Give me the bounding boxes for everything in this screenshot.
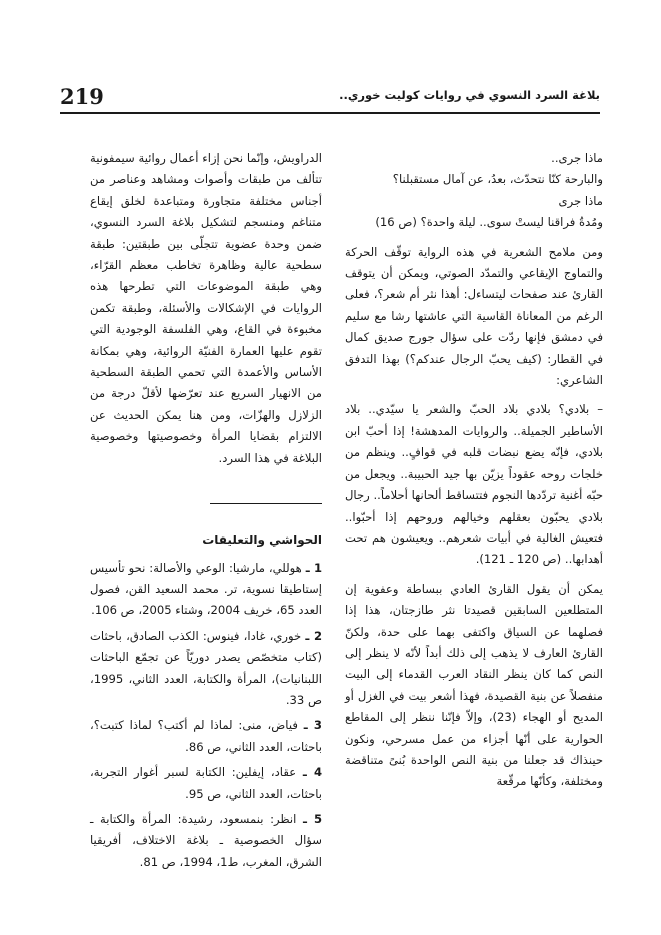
poem-line: ماذا جرى bbox=[558, 193, 603, 208]
footnote-text: انظر: بنمسعود، رشيدة: المرأة والكتابة ـ سؤال الخصوصية ـ بلاغة الاختلاف، أفريقيا الشرق، المغرب، ط1، 1994، ص 81. bbox=[90, 811, 322, 869]
footnote-number: 5 ـ bbox=[302, 811, 323, 826]
footnote-number: 2 ـ bbox=[305, 628, 323, 643]
poem-line: ماذا جرى.. bbox=[551, 151, 603, 165]
footnote-text: فياض، منى: لماذا لم أكتب؟ لماذا كتبت؟، باحثات، العدد الثاني، ص 86. bbox=[90, 718, 322, 754]
footnote bbox=[90, 715, 322, 758]
footnote-number: 3 ـ bbox=[303, 718, 322, 733]
footnote-text: هوللي، مارشيا: الوعي والأصالة: نحو تأسيس إستاطيقا نسوية، تر. محمد السعيد القن، فصول العدد 65، خريف 2004، وشتاء 2005، ص 106. bbox=[90, 560, 322, 618]
footnote-text: عقاد، إيفلين: الكتابة لسبر أغوار التجربة، باحثات، العدد الثاني، ص 95. bbox=[90, 765, 322, 801]
quoted-passage: – بلادي؟ بلادي بلاد الحبّ والشعر يا سيّدي.. بلاد الأساطير الجميلة.. والروايات المدهشة! إذا أحبّ ابن بلادي، فإنّه يضع نبضات قلبه في قوافٍ.. وينظم من خلجات روحه عقوداً يزيّن بها جيد الحبيبة.. ويجعل من حبّه أغنية تردّدها النجوم فتتساقط ألحانها أحلاماً.. رجال بلادي يحبّون بعقلهم وخيالهم وروحهم إذا أحبّوا.. فتعيش الغالية في أبيات شعرهم.. ويعيشون هم تحت أهدابها.. (ص 120 ـ 121). bbox=[345, 402, 603, 567]
page-header bbox=[60, 84, 600, 110]
footnote-text: خوري، غادا، فينوس: الكذب الصادق، باحثات (كتاب متخصّص يصدر دوريّاً عن تجمّع الباحثات اللبنانيات)، المرأة والكتابة، العدد الثاني، 1995، ص 33. bbox=[90, 628, 322, 707]
footnote bbox=[90, 809, 322, 873]
body-paragraph: الدراويش، وإنّما نحن إزاء أعمال روائية سيمفونية تتألف من طبقات وأصوات ومشاهد وعناصر من أجناس مختلفة متجاورة ومتباعدة لخلق إيقاع متناغم ومنسجم لتشكيل بلاغة السرد النسوي، ضمن وحدة عضوية تتجلّى بين طبقتين: طبقة سطحية عالية وظاهرة تخاطب معظم القرّاء، وهي طبقة الموضوعات التي تطرحها هذه الروايات في الإشكالات والأسئلة، وطبقة تكمن مخبوءة في القاع، وهي الفلسفة الوجودية التي تقوم عليها العمارة الفنيّة الروائية، وهي بمكانة الأساس والأعمدة التي تحمي الطبقة السطحية من الانهيار السريع عند تعرّضها لأقلّ درجة من الزلازل والهزّات، ومن هنا يمكن الحديث عن الالتزام بقضايا المرأة وخصوصيتها وخصوصية البلاغة في هذا السرد. bbox=[90, 151, 322, 465]
page-number: 219 bbox=[60, 84, 104, 109]
footnote bbox=[90, 558, 322, 622]
footnote-number: 1 ـ bbox=[305, 560, 323, 575]
left-column bbox=[90, 148, 322, 877]
right-column bbox=[345, 148, 603, 801]
poem-line: والبارحة كنّا نتحدّث، بعدُ، عن آمال مستقبلنا؟ bbox=[392, 172, 603, 187]
footnote bbox=[90, 762, 322, 805]
poem-line: ومُدةُ فراقنا ليستْ سوى.. ليلة واحدة؟ (ص 16) bbox=[375, 215, 603, 230]
running-title: بلاغة السرد النسوي في روايات كوليت خوري.. bbox=[339, 88, 600, 102]
footnote-number: 4 ـ bbox=[302, 765, 323, 780]
footnote bbox=[90, 626, 322, 712]
poem-excerpt bbox=[345, 148, 603, 234]
notes-title: الحواشي والتعليقات bbox=[202, 533, 322, 548]
body-paragraph: ومن ملامح الشعرية في هذه الرواية توقّف الحركة والتماوج الإيقاعي والتمدّد الصوتي، ويمكن أن يتوقف القارئ عند صفحات ليتساءل: أهذا نثر أم شعر؟، فعلى الرغم من المعاناة القاسية التي عاشتها رشا مع سليم في دمشق فإنها ردّت على سؤال جورج صديق كمال في القطار: (كيف يحبّ الرجال عندكم؟) بهذا التدفق الشاعري: bbox=[345, 244, 603, 388]
body-paragraph: يمكن أن يقول القارئ العادي ببساطة وعفوية إن المتطلعين السابقين قصيدتا نثر طازجتان، هذا إذا فصلهما عن السياق واكتفى بهما على حدة، ولكنّ القارئ العارف لا يذهب إلى ذلك أبداً لأنّه لا ينظر إلى النص كما كان ينظر النقاد العرب القدماء إلى البيت منفصلاً عن بنية القصيدة، فهذا أشعر بيت في الغزل أو المديح أو الهجاء (23)، وإلاّ فإنّنا ننظر إلى المقاطع الحوارية على أنّها أجزاء من عمل مسرحي، ونكون حينذاك قد جعلنا من بنية النص الواحدة بُنىً متناقضة ومختلفة، وكأنّها مرقّعة bbox=[345, 581, 603, 789]
header-rule bbox=[60, 112, 600, 114]
notes-divider bbox=[210, 503, 322, 504]
